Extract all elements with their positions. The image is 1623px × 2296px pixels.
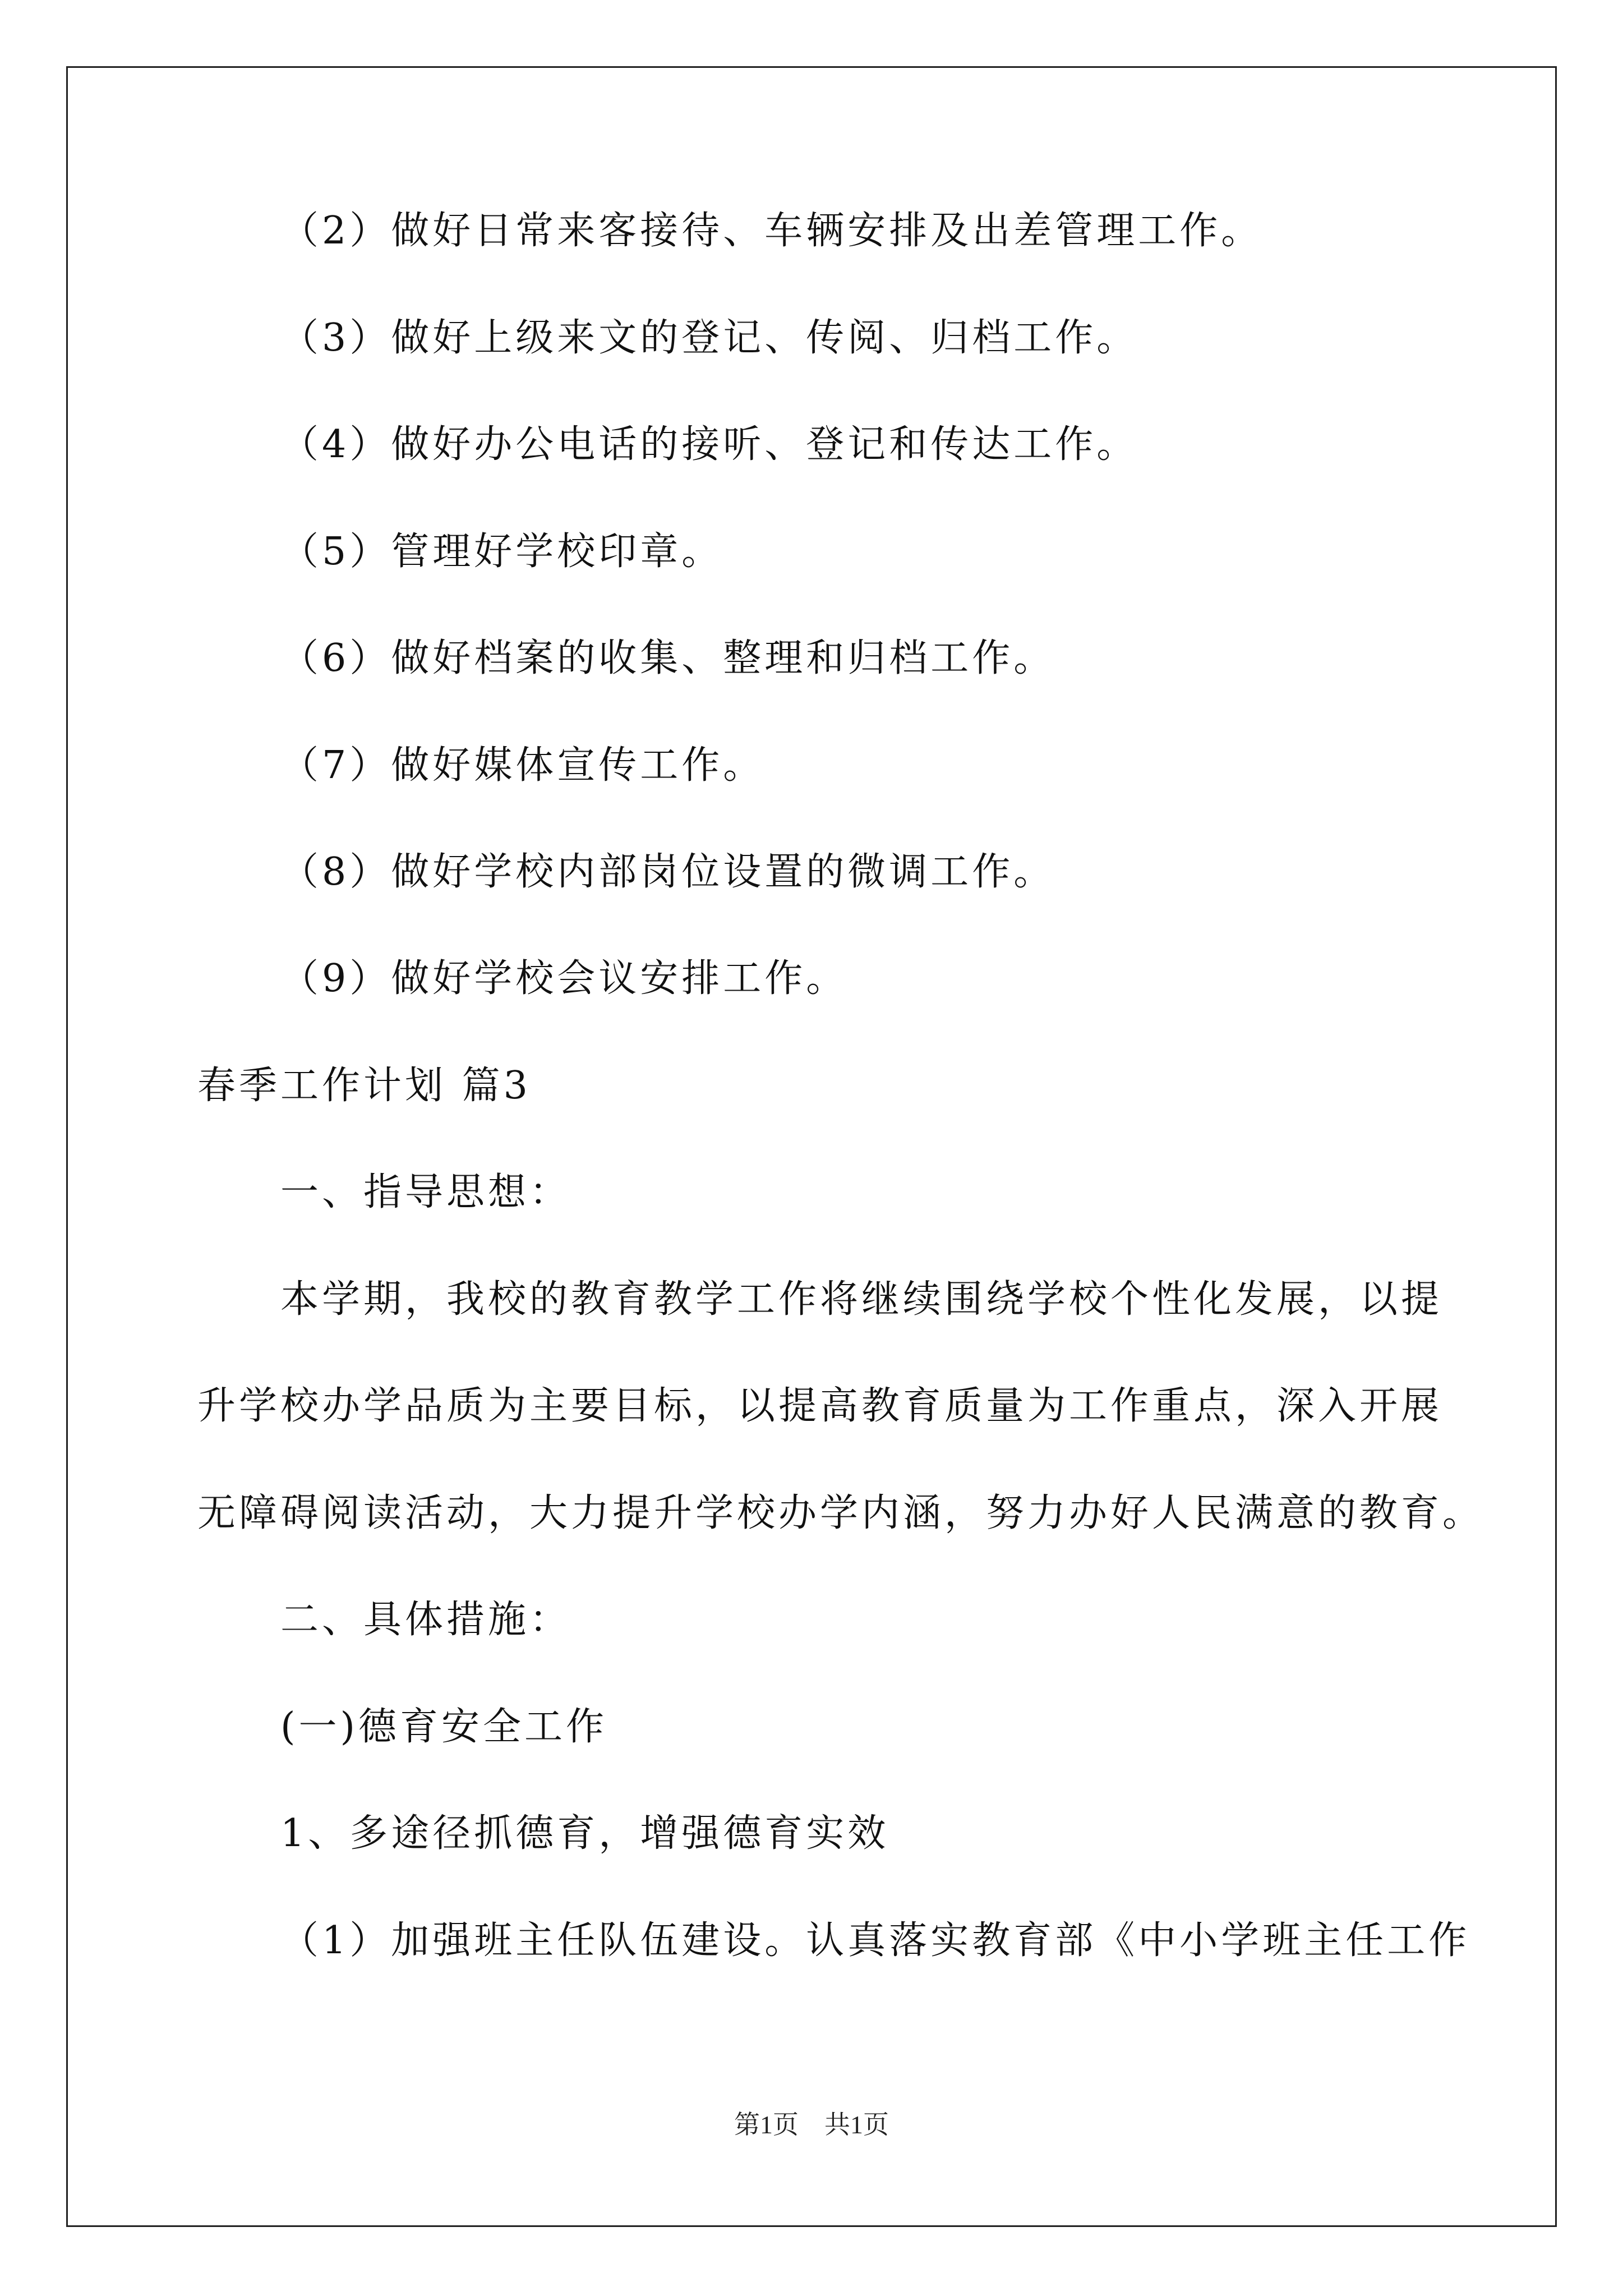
paragraph-line-1: 本学期，我校的教育教学工作将继续围绕学校个性化发展，以提 (280, 1277, 1443, 1322)
list-item-8: （8）做好学校内部岗位设置的微调工作。 (280, 850, 1055, 894)
page-border (66, 66, 1557, 2227)
list-item-5: （5）管理好学校印章。 (280, 530, 723, 574)
list-item-6: （6）做好档案的收集、整理和归档工作。 (280, 636, 1055, 680)
subheading-moral-safety: (一)德育安全工作 (280, 1705, 608, 1749)
list-item-teacher-team: （1）加强班主任队伍建设。认真落实教育部《中小学班主任工作 (280, 1918, 1470, 1963)
paragraph-line-3: 无障碍阅读活动，大力提升学校办学内涵，努力办好人民满意的教育。 (197, 1491, 1484, 1535)
paragraph-line-2: 升学校办学品质为主要目标，以提高教育质量为工作重点，深入开展 (197, 1384, 1443, 1428)
list-item-7: （7）做好媒体宣传工作。 (280, 743, 765, 788)
page-footer: 第1页 共1页 (734, 2110, 889, 2139)
list-item-3: （3）做好上级来文的登记、传阅、归档工作。 (280, 316, 1138, 360)
list-item-2: （2）做好日常来客接待、车辆安排及出差管理工作。 (280, 209, 1263, 253)
subheading-moral-education: 1、多途径抓德育，增强德育实效 (280, 1811, 889, 1856)
heading-guiding-ideology: 一、指导思想： (280, 1170, 571, 1214)
section-title: 春季工作计划 篇3 (197, 1064, 531, 1108)
list-item-9: （9）做好学校会议安排工作。 (280, 956, 848, 1001)
list-item-4: （4）做好办公电话的接听、登记和传达工作。 (280, 422, 1138, 467)
heading-measures: 二、具体措施： (280, 1598, 571, 1642)
